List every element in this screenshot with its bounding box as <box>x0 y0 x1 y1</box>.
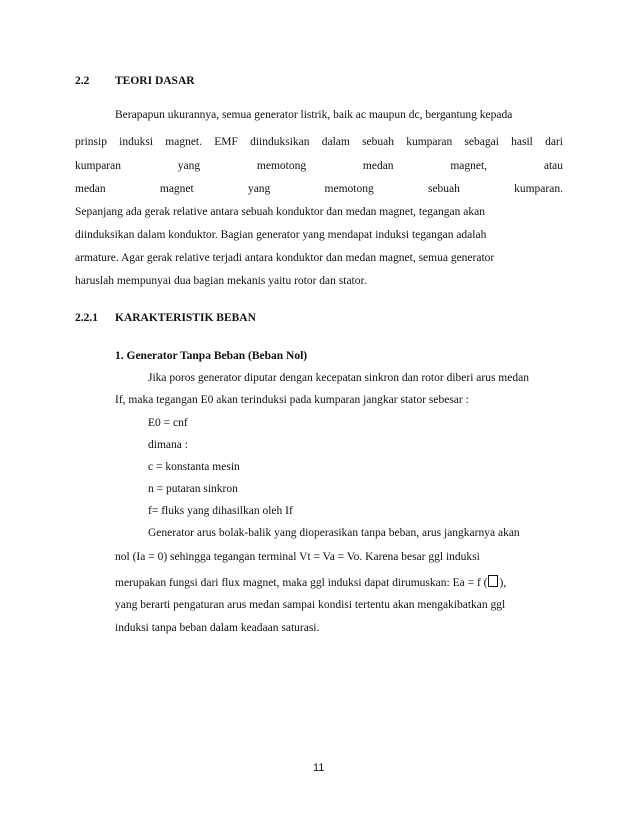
justified-word: sebagai <box>464 136 499 148</box>
phi-placeholder-icon <box>488 575 498 587</box>
page-number: 11 <box>313 762 325 774</box>
intro-line-7: armature. Agar gerak relative terjadi antara konduktor dan medan magnet, semua generator <box>75 252 495 264</box>
justified-word: magnet, <box>450 160 488 172</box>
intro-line-5: Sepanjang ada gerak relative antara sebuah konduktor dan medan magnet, tegangan akan <box>75 206 485 218</box>
item-p2-line-3 <box>115 575 506 589</box>
item-p1-line-2: If, maka tegangan E0 akan terinduksi pada kumparan jangkar stator sebesar : <box>115 394 469 406</box>
item-title: 1. Generator Tanpa Beban (Beban Nol) <box>115 350 308 362</box>
definition-c: c = konstanta mesin <box>148 461 240 473</box>
justified-word: kumparan <box>406 136 453 148</box>
definition-n: n = putaran sinkron <box>148 483 238 495</box>
intro-line-3 <box>75 160 563 172</box>
subsection-number: 2.2.1 <box>75 312 98 324</box>
intro-line-1: Berapapun ukurannya, semua generator listrik, baik ac maupun dc, bergantung kepada <box>115 109 513 121</box>
item-p2-line-4: yang berarti pengaturan arus medan sampai kondisi tertentu akan mengakibatkan ggl <box>115 599 506 611</box>
section-number: 2.2 <box>75 75 90 87</box>
justified-word: dalam <box>321 136 350 148</box>
where-label: dimana : <box>148 439 188 451</box>
justified-word: magnet. <box>165 136 202 148</box>
justified-word: yang <box>247 183 271 195</box>
definition-f: f= fluks yang dihasilkan oleh If <box>148 505 293 517</box>
justified-word: kumparan <box>75 160 121 172</box>
item-p2-line-2: nol (Ia = 0) sehingga tegangan terminal Vt = Va = Vo. Karena besar ggl induksi <box>115 551 480 563</box>
justified-word: memotong <box>324 183 374 195</box>
justified-word: sebuah <box>362 136 394 148</box>
intro-line-8: haruslah mempunyai dua bagian mekanis yaitu rotor dan stator. <box>75 275 367 287</box>
justified-word: sebuah <box>427 183 460 195</box>
item-p2-line-1: Generator arus bolak-balik yang dioperasikan tanpa beban, arus jangkarnya akan <box>148 527 520 539</box>
justified-word: medan <box>75 183 106 195</box>
justified-word: prinsip <box>75 136 107 148</box>
item-p2-line-5: induksi tanpa beban dalam keadaan saturasi. <box>115 622 320 634</box>
item-p2-line-3-text: merupakan fungsi dari flux magnet, maka ggl induksi dapat dirumuskan: Ea = f ( <box>115 577 488 589</box>
item-p2-line-3-end: ), <box>499 577 507 589</box>
justified-word: dari <box>545 136 563 148</box>
justified-word: kumparan. <box>514 183 563 195</box>
justified-word: medan <box>362 160 394 172</box>
justified-word: memotong <box>256 160 307 172</box>
justified-word: induksi <box>119 136 154 148</box>
justified-word: atau <box>543 160 563 172</box>
intro-line-2 <box>75 136 563 148</box>
section-title: TEORI DASAR <box>115 75 195 87</box>
justified-word: EMF <box>214 136 238 148</box>
item-p1-line-1: Jika poros generator diputar dengan kecepatan sinkron dan rotor diberi arus medan <box>148 372 529 384</box>
formula-e0: E0 = cnf <box>148 417 188 429</box>
justified-word: magnet <box>159 183 194 195</box>
justified-word: diinduksikan <box>250 136 310 148</box>
intro-line-4 <box>75 183 563 195</box>
justified-word: yang <box>177 160 201 172</box>
justified-word: hasil <box>511 136 533 148</box>
intro-line-6: diinduksikan dalam konduktor. Bagian generator yang mendapat induksi tegangan adalah <box>75 229 487 241</box>
subsection-title: KARAKTERISTIK BEBAN <box>115 312 256 324</box>
